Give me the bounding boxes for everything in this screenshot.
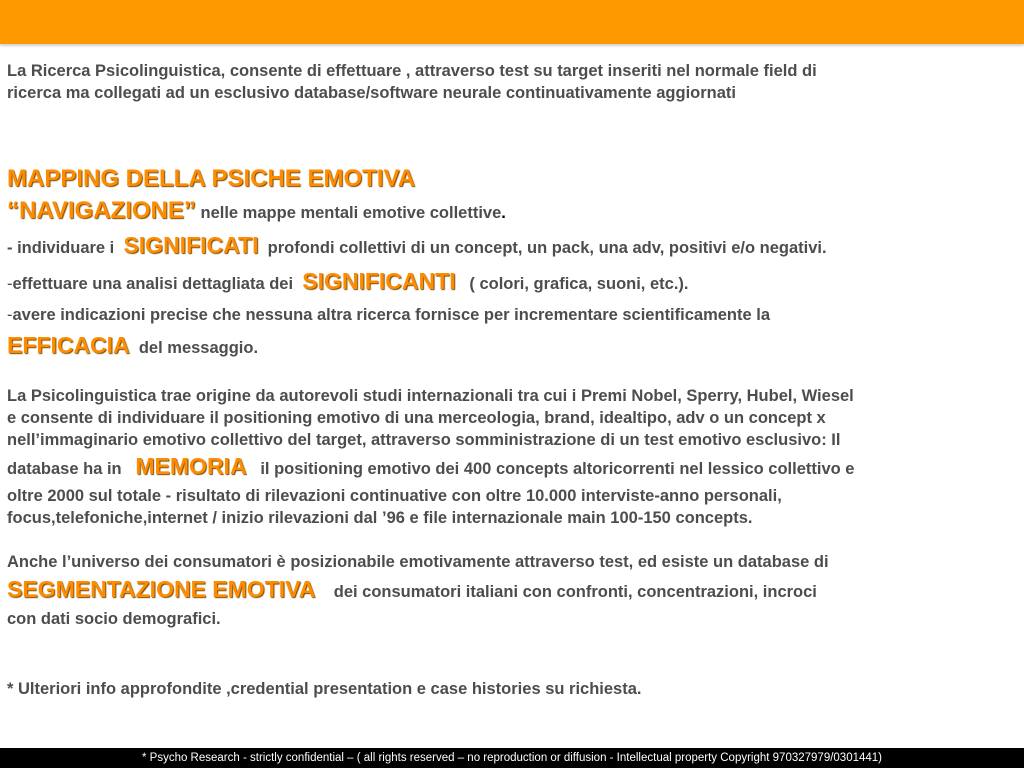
bullet-significanti-pre: effettuare una analisi dettagliata dei — [12, 275, 294, 293]
origin-line-2: e consente di individuare il positioning emotivo di una merceologia, brand, idealtipo, adv o un concept x — [7, 409, 826, 427]
top-orange-bar — [0, 0, 1024, 44]
significati-highlight: SIGNIFICATI — [123, 232, 259, 258]
segmentazione-line-2 — [7, 573, 1024, 608]
bullet-dash: - — [7, 306, 13, 324]
bullet-significati — [7, 228, 1024, 265]
intro-line-1: La Ricerca Psicolinguistica, consente di effettuare , attraverso test su target inseriti nel normale field di — [7, 62, 817, 80]
navigazione-line — [7, 196, 1024, 228]
bullet-efficacia-text: avere indicazioni precise che nessuna altra ricerca fornisce per incrementare scientificamente la — [12, 306, 771, 324]
segmentazione-line-2-post: dei consumatori italiani con confronti, concentrazioni, incroci — [333, 583, 817, 601]
segmentazione-line-1: Anche l’universo dei consumatori è posizionabile emotivamente attraverso test, ed esiste un database di — [7, 553, 829, 571]
origin-line-3: nell’immaginario emotivo collettivo del target, attraverso somministrazione di un test emotivo esclusivo: Il — [7, 431, 841, 449]
origin-line-4-post: il positioning emotivo dei 400 concepts altoricorrenti nel lessico collettivo e — [260, 460, 855, 478]
note-line: * Ulteriori info approfondite ,credential presentation e case histories su richiesta. — [7, 680, 642, 698]
mapping-title — [7, 164, 1024, 196]
navigazione-tail: nelle mappe mentali emotive collettive — [200, 204, 502, 222]
intro-line-2: ricerca ma collegati ad un esclusivo database/software neurale continuativamente aggiornati — [7, 84, 736, 102]
origin-line-4 — [7, 451, 1024, 485]
segmentazione-highlight: SEGMENTAZIONE EMOTIVA — [7, 576, 316, 602]
bullet-significanti-post: ( colori, grafica, suoni, etc.). — [469, 275, 689, 293]
bullet-significanti — [7, 265, 1024, 300]
navigazione-period: . — [501, 204, 506, 222]
footer-bar — [0, 748, 1024, 768]
origin-line-6: focus,telefoniche,internet / inizio rilevazioni dal ’96 e file internazionale main 100-150 concepts. — [7, 509, 753, 527]
bullet-dash: - — [7, 275, 13, 293]
origin-line-4-pre: database ha in — [7, 460, 122, 478]
significanti-highlight: SIGNIFICANTI — [302, 268, 456, 294]
origin-line-1: La Psicolinguistica trae origine da autorevoli studi internazionali tra cui i Premi Nobel, Sperry, Hubel, Wiesel — [7, 387, 854, 405]
memoria-highlight: MEMORIA — [135, 453, 247, 479]
slide-content — [7, 60, 1024, 700]
efficacia-line — [7, 330, 1024, 363]
segmentazione-line-3: con dati socio demografici. — [7, 610, 221, 628]
mapping-title-text: MAPPING DELLA PSICHE EMOTIVA — [7, 165, 416, 192]
bullet-efficacia — [7, 300, 1024, 330]
bullet-significati-pre: - individuare i — [7, 239, 115, 257]
navigazione-highlight: “NAVIGAZIONE” — [7, 197, 196, 224]
bullet-significati-post: profondi collettivi di un concept, un pack, una adv, positivi e/o negativi. — [267, 239, 827, 257]
efficacia-highlight: EFFICACIA — [7, 332, 130, 358]
segmentazione-paragraph — [7, 551, 1024, 630]
efficacia-post: del messaggio. — [138, 339, 259, 357]
origin-paragraph — [7, 385, 1024, 529]
origin-line-5: oltre 2000 sul totale - risultato di rilevazioni continuative con oltre 10.000 interviste-anno personali, — [7, 487, 782, 505]
footer-text: * Psycho Research - strictly confidential – ( all rights reserved – no reproduction or diffusion - Intellectual property Copyright 970327979/0301441) — [141, 752, 883, 764]
